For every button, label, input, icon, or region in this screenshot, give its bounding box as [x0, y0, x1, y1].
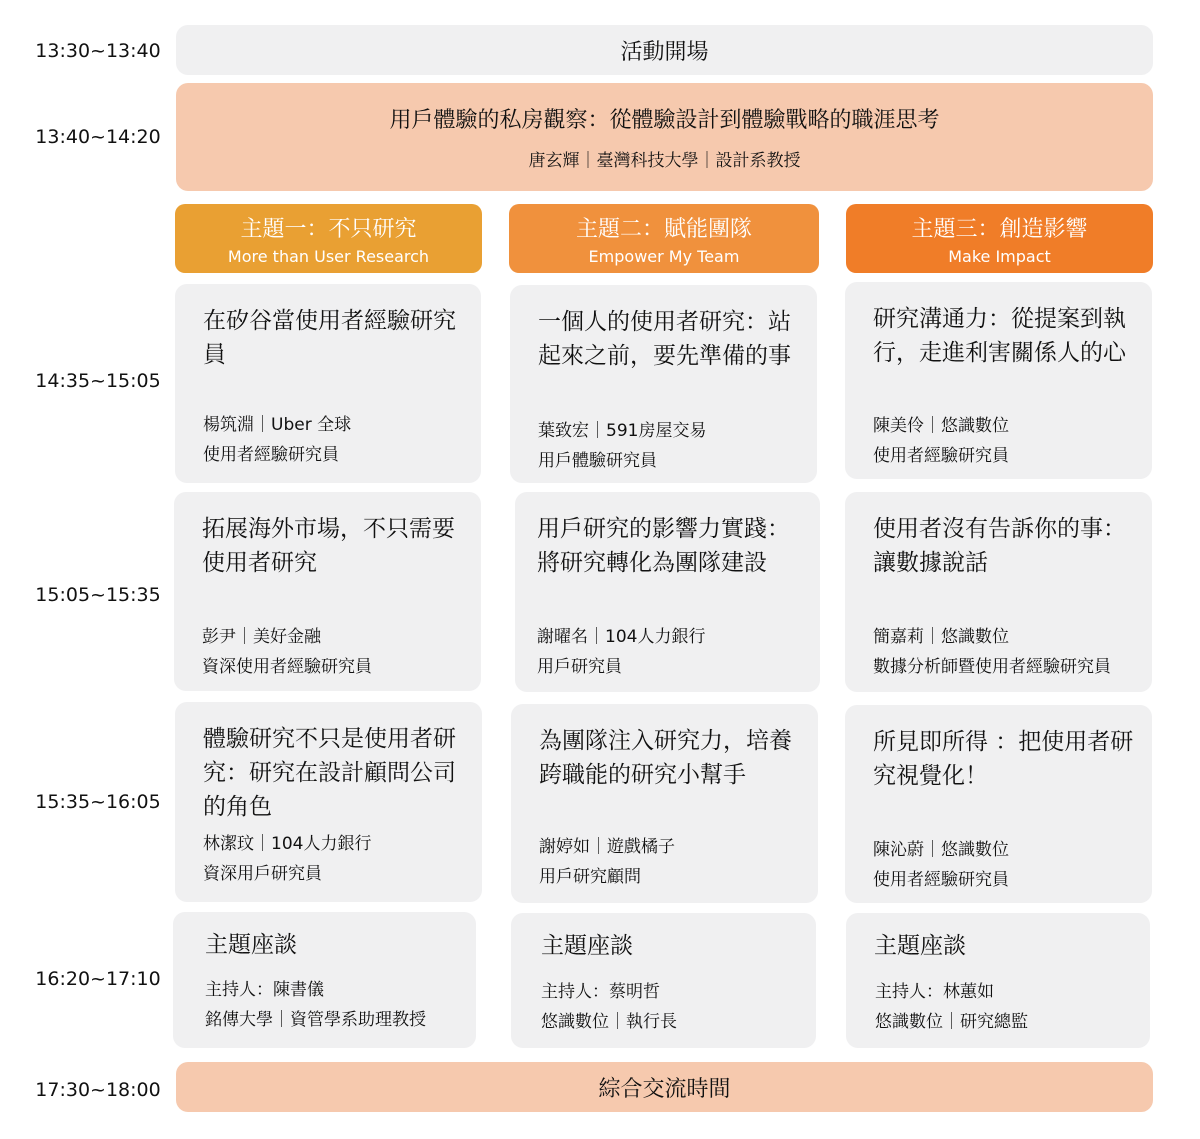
- session-title: 主題座談: [874, 933, 966, 959]
- speaker-role: 資深使用者經驗研究員: [202, 657, 372, 677]
- session-speaker: [537, 622, 810, 682]
- theme-header-2: [509, 204, 819, 273]
- time-opening: 13:30~13:40: [35, 40, 161, 62]
- session-card[interactable]: [510, 285, 817, 483]
- speaker-name: 謝曜名｜104人力銀行: [537, 627, 706, 647]
- speaker-name: 簡嘉莉｜悠識數位: [873, 627, 1009, 647]
- session-card[interactable]: [175, 284, 481, 483]
- session-title: 在矽谷當使用者經驗研究員: [203, 308, 456, 368]
- session-speaker: [873, 411, 1142, 471]
- session-card[interactable]: [511, 913, 816, 1048]
- session-card[interactable]: [175, 702, 482, 902]
- speaker-name: 主持人：林蕙如: [875, 982, 994, 1002]
- session-title: 主題座談: [541, 933, 633, 959]
- speaker-role: 使用者經驗研究員: [203, 445, 339, 465]
- closing-title: 綜合交流時間: [598, 1076, 731, 1102]
- theme-subtitle: Empower My Team: [588, 246, 740, 266]
- theme-title: 主題二：賦能團隊: [575, 216, 752, 242]
- theme-title: 主題三：創造影響: [911, 216, 1088, 242]
- session-title: 研究溝通力：從提案到執行，走進利害關係人的心: [873, 306, 1126, 366]
- session-card[interactable]: [511, 704, 818, 903]
- theme-header-1: [175, 204, 482, 273]
- opening-title: 活動開場: [620, 39, 709, 65]
- opening-bar: [176, 25, 1153, 75]
- theme-header-3: [846, 204, 1153, 273]
- speaker-role: 數據分析師暨使用者經驗研究員: [873, 657, 1111, 677]
- theme-title: 主題一：不只研究: [240, 216, 417, 242]
- session-title: 一個人的使用者研究：站起來之前，要先準備的事: [538, 309, 791, 369]
- time-keynote: 13:40~14:20: [35, 126, 161, 148]
- theme-subtitle: Make Impact: [948, 246, 1051, 266]
- speaker-name: 葉致宏｜591房屋交易: [538, 421, 707, 441]
- session-card[interactable]: [515, 492, 820, 692]
- session-title: 為團隊注入研究力，培養跨職能的研究小幫手: [539, 728, 792, 788]
- session-speaker: [203, 410, 471, 470]
- session-card[interactable]: [174, 492, 481, 691]
- session-speaker: [873, 622, 1142, 682]
- session-title: 所見即所得 ：把使用者研究視覺化！: [873, 729, 1134, 789]
- session-card[interactable]: [845, 282, 1152, 479]
- session-title: 主題座談: [205, 932, 297, 958]
- session-speaker: [541, 977, 806, 1037]
- time-closing: 17:30~18:00: [35, 1079, 161, 1101]
- speaker-role: 使用者經驗研究員: [873, 870, 1009, 890]
- speaker-name: 陳沁蔚｜悠識數位: [873, 840, 1009, 860]
- keynote-bar: [176, 83, 1153, 191]
- time-slot-3: 15:35~16:05: [35, 791, 161, 813]
- speaker-name: 主持人：陳書儀: [205, 980, 324, 1000]
- session-card[interactable]: [846, 913, 1150, 1048]
- session-speaker: [202, 622, 471, 682]
- session-title: 使用者沒有告訴你的事：讓數據說話: [873, 516, 1126, 576]
- keynote-speaker: 唐玄輝｜臺灣科技大學｜設計系教授: [528, 151, 801, 171]
- session-card[interactable]: [845, 705, 1152, 903]
- keynote-title: 用戶體驗的私房觀察：從體驗設計到體驗戰略的職涯思考: [389, 108, 940, 133]
- speaker-role: 悠識數位｜執行長: [541, 1012, 677, 1032]
- speaker-role: 資深用戶研究員: [203, 864, 322, 884]
- session-title: 用戶研究的影響力實踐：將研究轉化為團隊建設: [537, 516, 790, 576]
- session-speaker: [873, 835, 1142, 895]
- session-title: 體驗研究不只是使用者研究：研究在設計顧問公司的角色: [203, 726, 456, 820]
- closing-bar: [176, 1062, 1153, 1112]
- speaker-name: 謝婷如｜遊戲橘子: [539, 837, 675, 857]
- time-slot-4: 16:20~17:10: [35, 968, 161, 990]
- speaker-role: 悠識數位｜研究總監: [875, 1012, 1028, 1032]
- session-speaker: [539, 832, 808, 892]
- speaker-role: 用戶體驗研究員: [538, 451, 657, 471]
- speaker-name: 主持人：蔡明哲: [541, 982, 660, 1002]
- speaker-role: 用戶研究顧問: [539, 867, 641, 887]
- session-card[interactable]: [845, 492, 1152, 692]
- session-speaker: [205, 975, 466, 1035]
- time-slot-2: 15:05~15:35: [35, 584, 161, 606]
- speaker-name: 楊筑淵｜Uber 全球: [203, 415, 352, 435]
- session-speaker: [538, 416, 807, 476]
- session-title: 拓展海外市場，不只需要使用者研究: [202, 516, 455, 576]
- speaker-name: 林潔玟｜104人力銀行: [203, 834, 372, 854]
- session-speaker: [875, 977, 1140, 1037]
- speaker-role: 使用者經驗研究員: [873, 446, 1009, 466]
- speaker-role: 銘傳大學｜資管學系助理教授: [205, 1010, 426, 1030]
- speaker-name: 陳美伶｜悠識數位: [873, 416, 1009, 436]
- session-card[interactable]: [173, 912, 476, 1048]
- theme-subtitle: More than User Research: [227, 246, 430, 266]
- speaker-name: 彭尹｜美好金融: [202, 627, 321, 647]
- session-speaker: [203, 829, 472, 889]
- time-slot-1: 14:35~15:05: [35, 370, 161, 392]
- speaker-role: 用戶研究員: [537, 657, 622, 677]
